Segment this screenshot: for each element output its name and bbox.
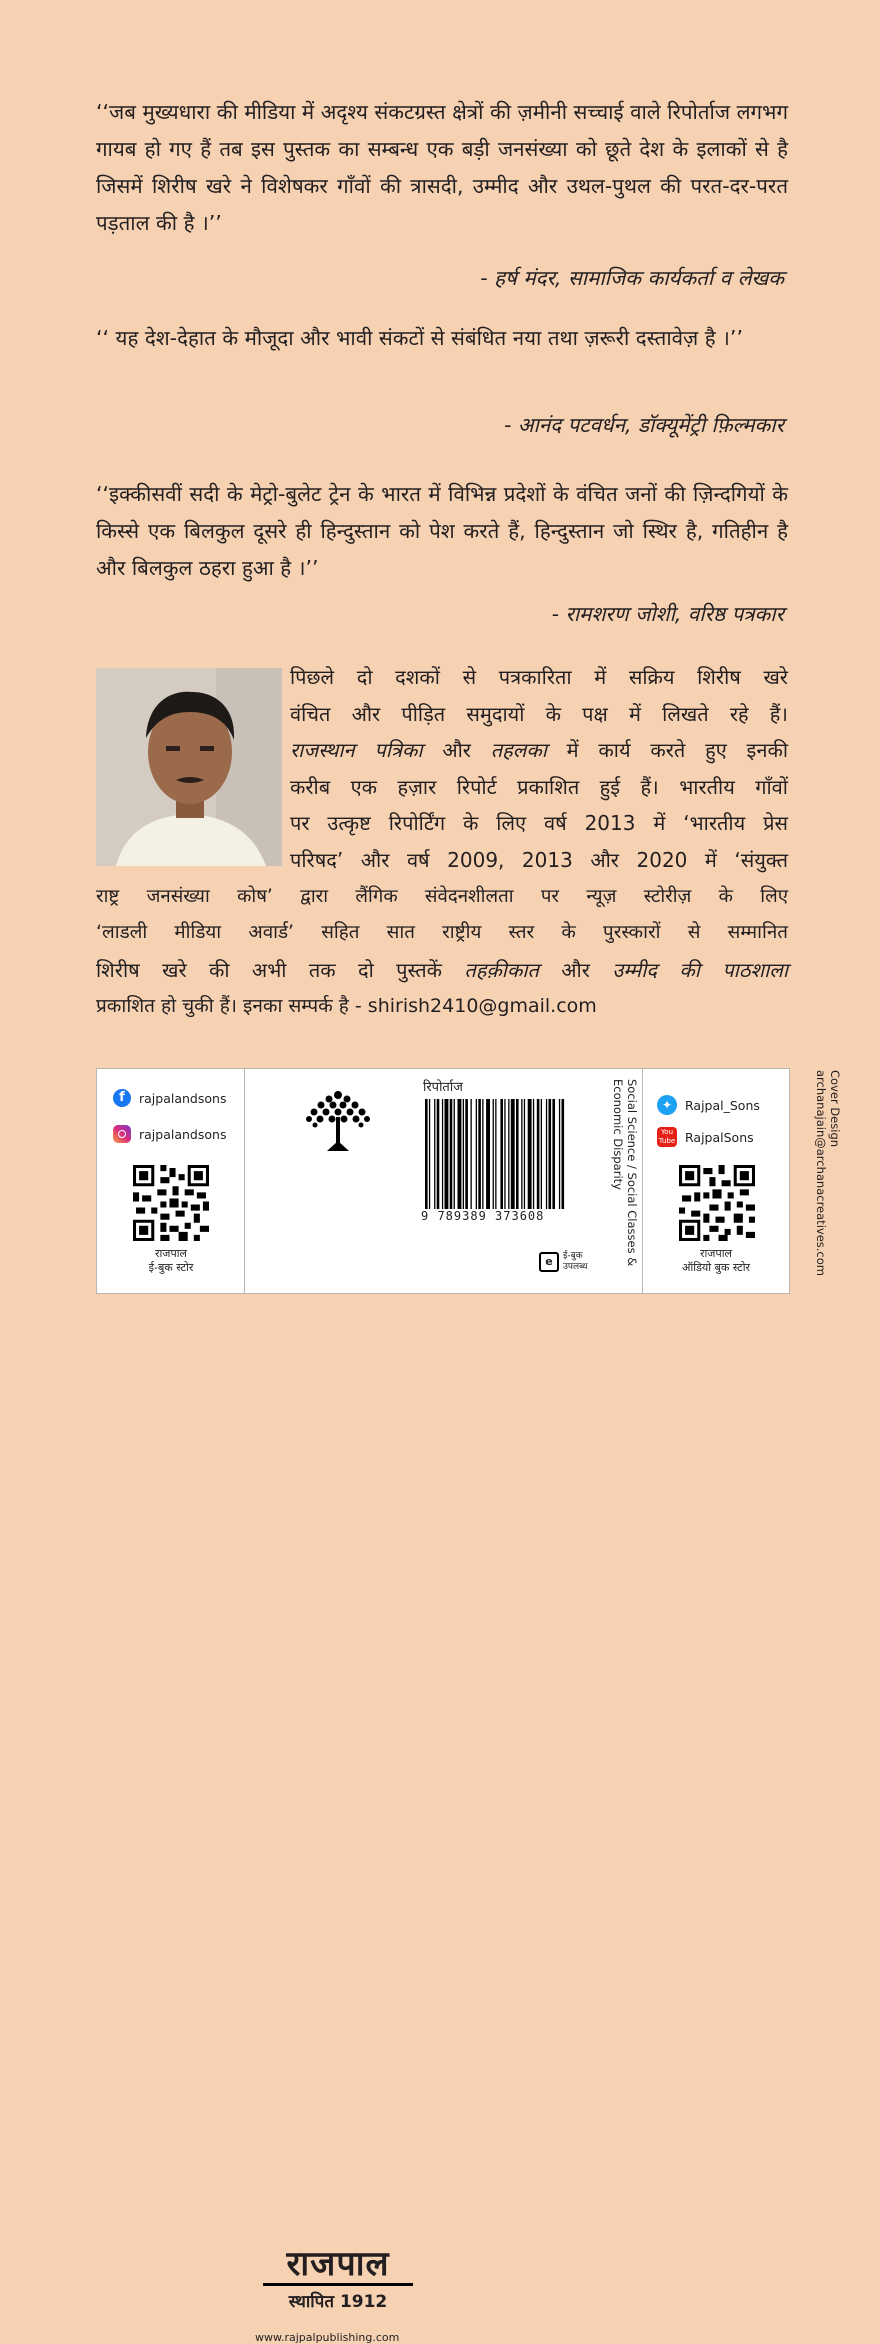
ebook-label-2: उपलब्ध <box>563 1262 588 1272</box>
qr-right-caption-2: ऑडियो बुक स्टोर <box>681 1261 751 1274</box>
twitter-handle: Rajpal_Sons <box>685 1097 760 1113</box>
barcode-bar <box>471 1099 472 1209</box>
quote-3-attribution: - रामशरण जोशी, वरिष्ठ पत्रकार <box>551 602 784 626</box>
barcode-bar <box>482 1099 483 1209</box>
barcode-bar <box>437 1099 440 1209</box>
bio-line: करीब एक हज़ार रिपोर्ट प्रकाशित हुई हैं। भारतीय गाँवों <box>290 774 788 799</box>
ebook-store-panel <box>96 1068 246 1294</box>
bio-text: शिरीष खरे की अभी तक दो पुस्तकें <box>96 957 465 982</box>
quote-2-text: ‘‘ यह देश-देहात के मौजूदा और भावी संकटों से संबंधित नया तथा ज़रूरी दस्तावेज़ है ।’’ <box>96 326 743 350</box>
barcode-bar <box>508 1099 509 1209</box>
barcode-bar <box>511 1099 515 1209</box>
book-title-ummeed-ki-pathshala: उम्मीद की पाठशाला <box>612 957 789 982</box>
twitter-link[interactable] <box>657 1095 760 1115</box>
barcode-bar <box>549 1099 552 1209</box>
barcode-bar <box>537 1099 540 1209</box>
barcode-bar <box>552 1099 555 1209</box>
book-title-tehelka: तहलका <box>490 738 547 763</box>
qr-right-caption-1: राजपाल <box>699 1247 733 1260</box>
barcode-bar <box>533 1099 534 1209</box>
barcode-bar <box>478 1099 481 1209</box>
publisher-logo-text: राजपाल <box>263 2245 413 2286</box>
barcode-bar <box>463 1099 464 1209</box>
barcode-bar <box>450 1099 453 1209</box>
quote-2-attribution: - आनंद पटवर्धन, डॉक्यूमेंट्री फ़िल्मकार <box>503 413 784 437</box>
barcode-bar <box>524 1099 525 1209</box>
youtube-link[interactable] <box>657 1127 754 1147</box>
cover-design-label: Cover Design <box>828 1070 842 1148</box>
isbn-barcode <box>423 1099 603 1209</box>
facebook-link[interactable] <box>113 1089 226 1107</box>
bio-line: ‘लाडली मीडिया अवार्ड’ सहित सात राष्ट्रीय स्तर के पुरस्कारों से सम्मानित <box>96 922 788 944</box>
isbn-digits: 9 789389 373608 <box>421 1209 545 1223</box>
bio-text: और <box>538 957 613 982</box>
barcode-bar <box>434 1099 435 1209</box>
barcode-bar <box>528 1099 532 1209</box>
book-title-tahqeeqat: तहक़ीकात <box>464 957 539 982</box>
publisher-website-link[interactable]: www.rajpalpublishing.com <box>255 2331 400 2344</box>
bio-line <box>96 732 788 769</box>
barcode-bar <box>442 1099 443 1209</box>
twitter-icon: ✦ <box>657 1095 677 1115</box>
youtube-icon: You Tube <box>658 1128 676 1145</box>
instagram-icon <box>113 1125 131 1143</box>
facebook-handle: rajpalandsons <box>139 1090 227 1106</box>
instagram-handle: rajpalandsons <box>139 1126 227 1142</box>
subject-category: Social Science / Social Classes & Economic Disparity <box>611 1079 639 1267</box>
genre-label: रिपोर्ताज <box>423 1080 463 1095</box>
facebook-icon: f <box>113 1089 131 1107</box>
publisher-tree-logo <box>303 1089 373 1151</box>
bio-line <box>96 952 788 989</box>
quote-2 <box>96 320 788 357</box>
bio-line: परिषद’ और वर्ष 2009, 2013 और 2020 में ‘संयुक्त <box>290 847 788 872</box>
ebook-store-qr-code[interactable] <box>133 1165 209 1241</box>
barcode-bar <box>495 1099 496 1209</box>
barcode-bar <box>476 1099 477 1209</box>
bio-line: पर उत्कृष्ट रिपोर्टिंग के लिए वर्ष 2013 में ‘भारतीय प्रेस <box>290 811 788 836</box>
bio-line: राष्ट्र जनसंख्या कोष’ द्वारा लैंगिक संवेदनशीलता पर न्यूज़ स्टोरीज़ के लिए <box>96 885 788 907</box>
barcode-bar <box>500 1099 503 1209</box>
quote-3 <box>96 476 788 587</box>
youtube-handle: RajpalSons <box>685 1129 754 1145</box>
ebook-available-badge <box>539 1251 588 1273</box>
audiobook-store-panel <box>642 1068 790 1294</box>
barcode-bar <box>486 1099 490 1209</box>
bio-line: वंचित और पीड़ित समुदायों के पक्ष में लिखते रहे हैं। <box>290 701 788 726</box>
qr-left-caption-2: ई-बुक स्टोर <box>148 1261 194 1274</box>
ebook-store-caption <box>97 1247 245 1275</box>
book-title-rajasthan-patrika: राजस्थान पत्रिका <box>290 738 423 763</box>
ebook-icon: e <box>539 1252 559 1272</box>
barcode-bar <box>541 1099 542 1209</box>
barcode-bar <box>425 1099 428 1209</box>
publisher-established: स्थापित 1912 <box>288 2292 388 2312</box>
barcode-bar <box>429 1099 430 1209</box>
bio-line: पिछले दो दशकों से पत्रकारिता में सक्रिय शिरीष खरे <box>290 665 788 689</box>
barcode-bar <box>562 1099 565 1209</box>
barcode-bar <box>516 1099 519 1209</box>
author-bio <box>96 659 788 1025</box>
barcode-bar <box>458 1099 462 1209</box>
qr-left-caption-1: राजपाल <box>154 1247 188 1260</box>
barcode-bar <box>559 1099 560 1209</box>
barcode-bar <box>521 1099 522 1209</box>
quote-3-text: ‘‘इक्कीसवीं सदी के मेट्रो-बुलेट ट्रेन के भारत में विभिन्न प्रदेशों के वंचित जनों की ज़िन्दगियों के किस्से एक बिलकुल दूसरे ही हिन्दुस्तान को पेश करते हैं, हिन्दुस्तान जो स्थिर है, गतिहीन है और बिलकुल ठहरा हुआ है ।’’ <box>96 482 788 580</box>
instagram-link[interactable] <box>113 1125 226 1143</box>
bio-text: में कार्य करते हुए इनकी <box>546 738 788 763</box>
quote-1-text: ‘‘जब मुख्यधारा की मीडिया में अदृश्य संकटग्रस्त क्षेत्रों की ज़मीनी सच्चाई वाले रिपोर्ताज लगभग गायब हो गए हैं तब इस पुस्तक का सम्बन्ध एक बड़ी जनसंख्या को छूते देश के इलाकों से है जिसमें शिरीष खरे ने विशेषकर गाँवों की त्रासदी, उम्मीद और उथल-पुथल की परत-दर-परत पड़ताल की है ।’’ <box>96 100 788 235</box>
designer-email: archanajain@archanacreatives.com <box>814 1070 828 1276</box>
barcode-bar <box>504 1099 505 1209</box>
barcode-bar <box>493 1099 494 1209</box>
barcode-bar <box>445 1099 449 1209</box>
barcode-bar <box>465 1099 468 1209</box>
audiobook-store-qr-code[interactable] <box>679 1165 755 1241</box>
audiobook-store-caption <box>643 1247 789 1275</box>
barcode-bar <box>454 1099 455 1209</box>
cover-design-credit <box>808 1070 842 1292</box>
quote-1-attribution: - हर्ष मंदर, सामाजिक कार्यकर्ता व लेखक <box>480 266 784 290</box>
quote-1 <box>96 94 788 242</box>
bio-contact-line: प्रकाशित हो चुकी हैं। इनका सम्पर्क है - shirish2410@gmail.com <box>96 995 597 1018</box>
bio-text: और <box>422 738 491 763</box>
barcode-bar <box>546 1099 547 1209</box>
ebook-label-1: ई-बुक <box>563 1251 583 1261</box>
publisher-panel <box>244 1068 644 2344</box>
